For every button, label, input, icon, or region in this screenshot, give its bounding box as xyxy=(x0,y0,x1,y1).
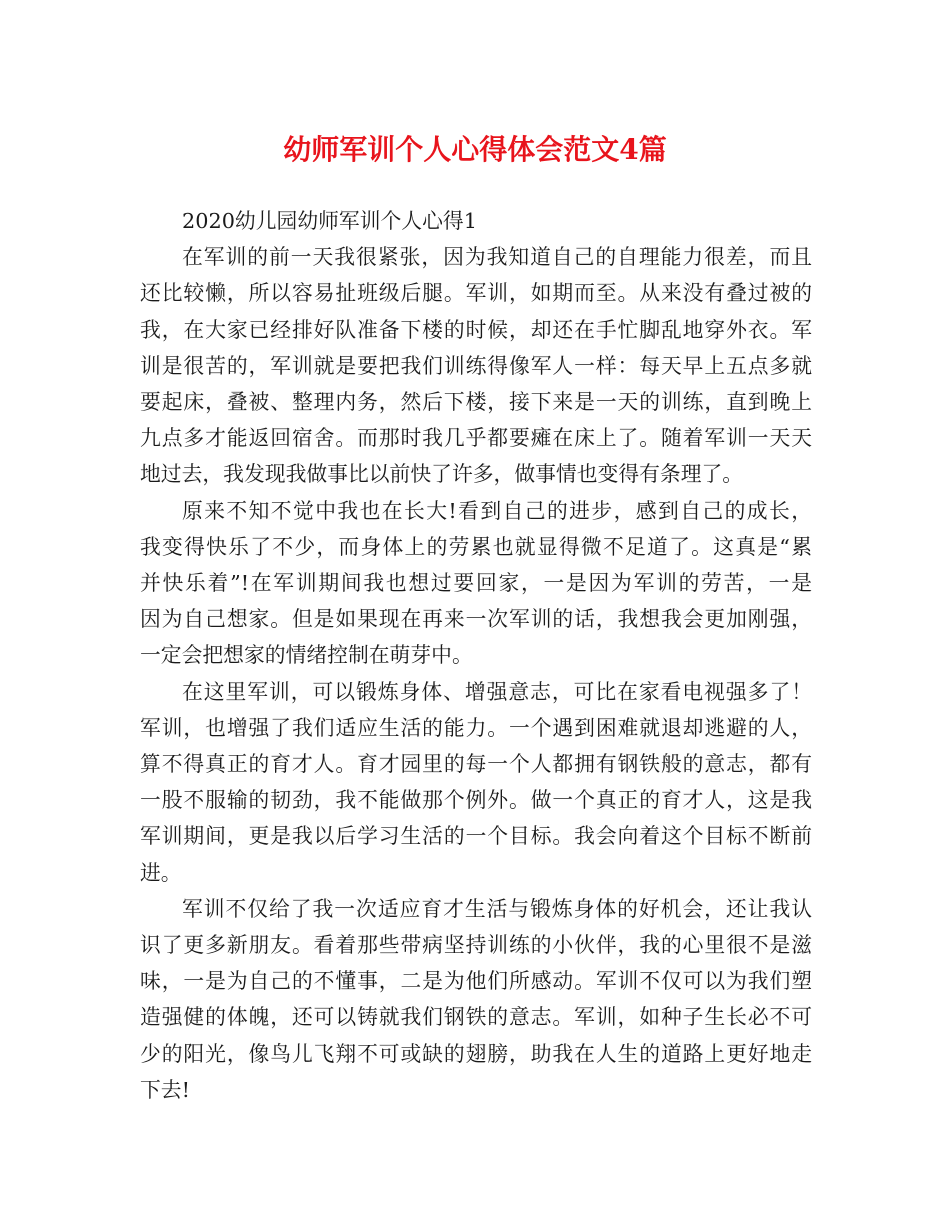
paragraph-1 xyxy=(140,239,812,492)
text-line: 造强健的体魄，还可以铸就我们钢铁的意志。军训，如种子生长必不可 xyxy=(140,1005,812,1030)
paragraph-4 xyxy=(140,891,812,1108)
text-line: 一股不服输的韧劲，我不能做那个例外。做一个真正的育才人，这是我 xyxy=(140,788,812,813)
document-title: 幼师军训个人心得体会范文4篇 xyxy=(283,133,667,166)
paragraph-2 xyxy=(140,493,812,674)
text-line: 要起床，叠被、整理内务，然后下楼，接下来是一天的训练，直到晚上 xyxy=(140,390,812,415)
text-line: 在这里军训，可以锻炼身体、增强意志，可比在家看电视强多了！ xyxy=(182,679,812,704)
text-line: 军训，也增强了我们适应生活的能力。一个遇到困难就退却逃避的人， xyxy=(140,715,812,740)
text-line: 地过去，我发现我做事比以前快了许多，做事情也变得有条理了。 xyxy=(140,462,744,487)
document-body xyxy=(140,203,812,1108)
section-heading: 2020幼儿园幼师军训个人心得1 xyxy=(182,209,477,233)
paragraph-3 xyxy=(140,674,812,891)
text-line: 识了更多新朋友。看着那些带病坚持训练的小伙伴，我的心里很不是滋 xyxy=(140,933,812,958)
text-line: 军训期间，更是我以后学习生活的一个目标。我会向着这个目标不断前 xyxy=(140,824,812,849)
text-line: 一定会把想家的情绪控制在萌芽中。 xyxy=(140,643,473,668)
text-line: 九点多才能返回宿舍。而那时我几乎都要瘫在床上了。随着军训一天天 xyxy=(140,426,812,451)
text-line: 进。 xyxy=(140,860,182,885)
text-line: 训是很苦的，军训就是要把我们训练得像军人一样：每天早上五点多就 xyxy=(140,353,812,378)
text-line: 并快乐着”!在军训期间我也想过要回家，一是因为军训的劳苦，一是 xyxy=(140,571,812,596)
text-line: 我，在大家已经排好队准备下楼的时候，却还在手忙脚乱地穿外衣。军 xyxy=(140,317,812,342)
text-line: 在军训的前一天我很紧张，因为我知道自己的自理能力很差，而且 xyxy=(182,245,812,270)
text-line: 味，一是为自己的不懂事，二是为他们所感动。军训不仅可以为我们塑 xyxy=(140,969,812,994)
text-line: 军训不仅给了我一次适应育才生活与锻炼身体的好机会，还让我认 xyxy=(182,896,812,921)
text-line: 下去! xyxy=(140,1077,190,1102)
text-line: 我变得快乐了不少，而身体上的劳累也就显得微不足道了。这真是“累 xyxy=(140,534,812,559)
text-line: 还比较懒，所以容易扯班级后腿。军训，如期而至。从来没有叠过被的 xyxy=(140,281,812,306)
text-line: 算不得真正的育才人。育才园里的每一个人都拥有钢铁般的意志，都有 xyxy=(140,752,812,777)
text-line: 原来不知不觉中我也在长大!看到自己的进步，感到自己的成长， xyxy=(182,498,812,523)
text-line: 因为自己想家。但是如果现在再来一次军训的话，我想我会更加刚强， xyxy=(140,607,812,632)
text-line: 少的阳光，像鸟儿飞翔不可或缺的翅膀，助我在人生的道路上更好地走 xyxy=(140,1041,812,1066)
